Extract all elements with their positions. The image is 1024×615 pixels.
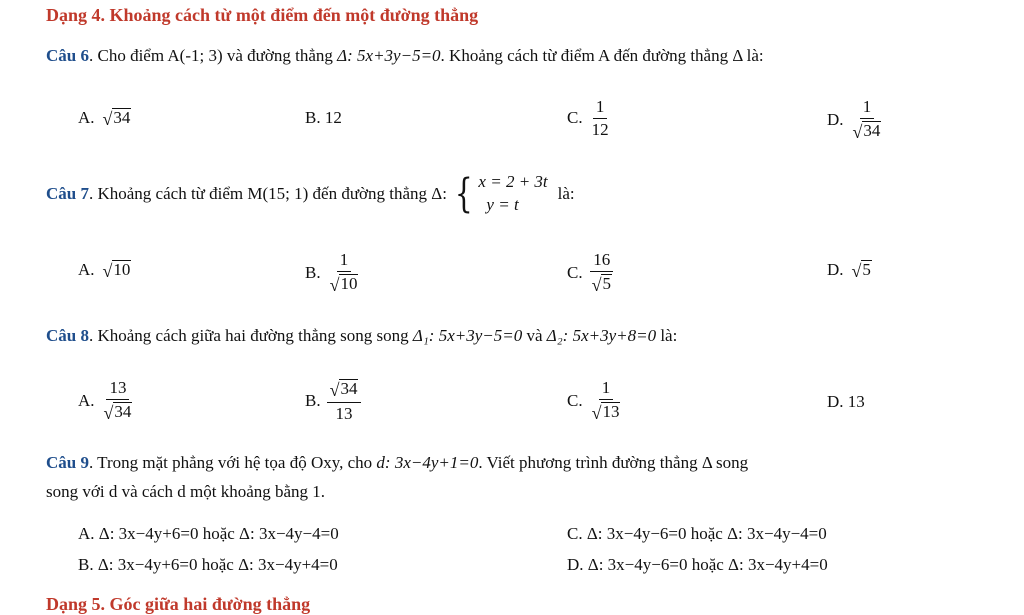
question-6-text-a: . Cho điểm A(-1; 3) và đường thẳng xyxy=(88,46,338,65)
q8-option-a-label: A. xyxy=(78,391,95,410)
fraction xyxy=(327,379,362,422)
q6-option-a-label: A. xyxy=(78,108,95,127)
q7-option-a-label: A. xyxy=(78,260,95,279)
q7-option-b-num: 1 xyxy=(337,251,352,272)
q7-option-d-radicand: 5 xyxy=(862,260,871,280)
q8-option-b[interactable] xyxy=(305,374,361,428)
q8-option-a-radicand: 34 xyxy=(114,402,132,422)
q6-option-d-label: D. xyxy=(827,110,844,129)
sqrt-symbol: √ 5 xyxy=(851,260,871,281)
q8-option-c[interactable] xyxy=(567,374,623,428)
q9-option-c[interactable]: C. Δ: 3x−4y−6=0 hoặc Δ: 3x−4y−4=0 xyxy=(567,524,827,543)
q8-option-b-radicand: 34 xyxy=(340,379,358,399)
q6-option-a[interactable] xyxy=(78,104,131,132)
q6-option-a-radicand: 34 xyxy=(113,108,131,128)
question-7 xyxy=(46,168,575,220)
question-8 xyxy=(46,326,677,346)
q6-option-d-radicand: 34 xyxy=(863,121,881,141)
q7-option-d-label: D. xyxy=(827,260,844,279)
sqrt-symbol: √ 34 xyxy=(852,121,881,142)
q6-option-b-label: B. 12 xyxy=(305,108,342,127)
q8-option-c-radicand: 13 xyxy=(602,402,620,422)
q6-option-c[interactable] xyxy=(567,94,612,142)
q7-option-c-label: C. xyxy=(567,263,583,282)
brace-symbol: { xyxy=(454,171,473,217)
question-6 xyxy=(46,46,764,66)
parametric-system xyxy=(451,171,548,217)
question-8-line-1: Δ₁: 5x+3y−5=0 xyxy=(412,326,523,345)
fraction xyxy=(589,251,615,294)
q7-option-b-label: B. xyxy=(305,263,321,282)
system-line-2: y = t xyxy=(486,195,519,214)
section-heading: Dạng 4. Khoảng cách từ một điểm đến một đường thẳng xyxy=(46,5,479,25)
question-6-label: Câu 6 xyxy=(46,46,89,65)
question-6-line: Δ: 5x+3y−5=0 xyxy=(337,46,441,65)
q7-option-b-radicand: 10 xyxy=(340,274,358,294)
q6-option-c-num: 1 xyxy=(593,98,608,119)
q6-option-d[interactable] xyxy=(827,94,884,146)
q9-option-a[interactable]: A. Δ: 3x−4y+6=0 hoặc Δ: 3x−4y−4=0 xyxy=(78,524,339,543)
q8-option-d[interactable] xyxy=(827,388,865,416)
q7-option-a[interactable] xyxy=(78,256,131,284)
question-9-text-c: song với d và cách d một khoảng bằng 1. xyxy=(46,482,326,501)
sqrt-symbol: √ 13 xyxy=(591,402,620,423)
sqrt-symbol: √ 10 xyxy=(102,260,131,281)
system-line-1: x = 2 + 3t xyxy=(478,172,548,192)
sqrt-symbol: √ 34 xyxy=(329,379,358,400)
question-9 xyxy=(46,453,748,473)
fraction xyxy=(589,379,624,422)
question-6-text-b: . Khoảng cách từ điểm A đến đường thẳng Δ là: xyxy=(440,46,764,65)
q7-option-c[interactable] xyxy=(567,246,615,300)
question-7-text-a: . Khoảng cách từ điểm M(15; 1) đến đường thẳng Δ: xyxy=(88,184,447,203)
sqrt-symbol: √ 10 xyxy=(329,274,358,295)
q8-option-c-num: 1 xyxy=(599,379,614,400)
q8-option-c-label: C. xyxy=(567,391,583,410)
q7-option-d[interactable] xyxy=(827,256,872,284)
fraction xyxy=(327,251,362,294)
question-9-text-a: . Trong mặt phẳng với hệ tọa độ Oxy, cho xyxy=(88,453,377,472)
question-9-label: Câu 9 xyxy=(46,453,89,472)
q6-option-b[interactable] xyxy=(305,104,342,132)
q6-option-d-num: 1 xyxy=(860,98,875,119)
sqrt-symbol: √ 5 xyxy=(591,274,611,295)
q8-option-b-den: 13 xyxy=(335,403,353,423)
fraction xyxy=(589,98,612,139)
q8-option-a-num: 13 xyxy=(106,379,129,400)
q8-option-d-label: D. 13 xyxy=(827,392,865,411)
question-7-text-b: là: xyxy=(557,184,575,203)
fraction xyxy=(850,98,885,141)
q7-option-c-num: 16 xyxy=(590,251,613,272)
q7-option-b[interactable] xyxy=(305,246,361,300)
question-9-text-b: . Viết phương trình đường thẳng Δ song xyxy=(478,453,749,472)
q7-option-a-radicand: 10 xyxy=(113,260,131,280)
question-9-line-d: d: 3x−4y+1=0 xyxy=(376,453,479,472)
sqrt-symbol: √ 34 xyxy=(102,108,131,129)
q7-option-c-radicand: 5 xyxy=(602,274,611,294)
q8-option-a[interactable] xyxy=(78,374,135,428)
q6-option-c-label: C. xyxy=(567,108,583,127)
next-section-heading: Dạng 5. Góc giữa hai đường thẳng xyxy=(46,594,311,614)
question-7-label: Câu 7 xyxy=(46,184,89,203)
fraction xyxy=(101,379,136,422)
question-8-line-2: Δ₂: 5x+3y+8=0 xyxy=(546,326,657,345)
q6-option-c-den: 12 xyxy=(591,119,609,139)
q9-option-b[interactable]: B. Δ: 3x−4y+6=0 hoặc Δ: 3x−4y+4=0 xyxy=(78,555,338,574)
question-8-text-b: là: xyxy=(656,326,678,345)
question-8-mid: và xyxy=(522,326,547,345)
question-8-text-a: . Khoảng cách giữa hai đường thẳng song song xyxy=(88,326,413,345)
q8-option-b-label: B. xyxy=(305,391,321,410)
q9-option-d[interactable]: D. Δ: 3x−4y−6=0 hoặc Δ: 3x−4y+4=0 xyxy=(567,555,828,574)
sqrt-symbol: √ 34 xyxy=(103,402,132,423)
question-8-label: Câu 8 xyxy=(46,326,89,345)
